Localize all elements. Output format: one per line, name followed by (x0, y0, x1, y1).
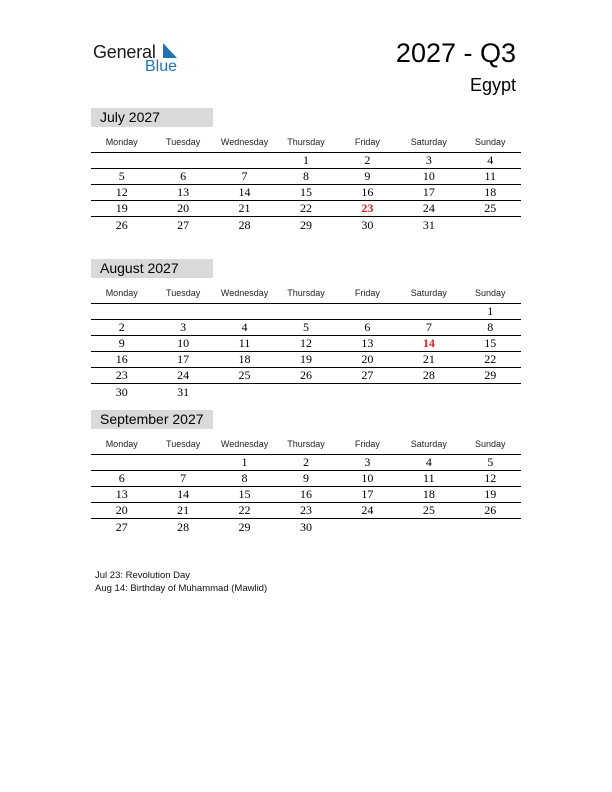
day-cell: 22 (238, 503, 251, 517)
week-row (91, 368, 521, 384)
day-cell: 26 (115, 218, 128, 232)
day-cell: 23 (115, 368, 128, 382)
day-cell: 18 (422, 487, 435, 501)
month-label: July 2027 (91, 108, 213, 127)
day-cell: 28 (177, 520, 190, 534)
weekday-label: Sunday (474, 438, 506, 449)
day-cell: 30 (361, 218, 374, 232)
day-cell: 17 (177, 352, 190, 366)
day-cell: 4 (241, 320, 248, 334)
day-cell: 3 (425, 153, 432, 167)
day-cell: 3 (180, 320, 187, 334)
day-cell: 6 (364, 320, 371, 334)
weekday-label: Thursday (287, 438, 325, 449)
weekday-label: Monday (105, 287, 138, 298)
day-cell: 28 (238, 218, 251, 232)
weekday-label: Friday (354, 136, 380, 147)
week-row (91, 169, 521, 185)
week-row (91, 384, 521, 400)
day-cell: 15 (238, 487, 251, 501)
month-block-july (91, 108, 521, 233)
week-row (91, 471, 521, 487)
day-cell: 27 (361, 368, 374, 382)
weekday-label: Wednesday (220, 287, 269, 298)
day-cell: 14 (177, 487, 190, 501)
weekday-label: Friday (354, 438, 380, 449)
day-cell: 21 (238, 201, 251, 215)
day-cell: 21 (422, 352, 435, 366)
day-cell: 11 (484, 169, 497, 183)
week-row (91, 487, 521, 503)
logo-text-general: General (93, 42, 156, 62)
day-cell: 21 (177, 503, 190, 517)
day-cell: 24 (177, 368, 190, 382)
day-cell: 13 (177, 185, 190, 199)
day-cell: 10 (177, 336, 190, 350)
day-cell: 15 (299, 185, 312, 199)
weekday-label: Wednesday (220, 438, 269, 449)
day-cell: 12 (484, 471, 497, 485)
day-cell: 20 (361, 352, 374, 366)
day-cell: 10 (422, 169, 435, 183)
day-cell: 2 (118, 320, 125, 334)
day-cell: 9 (118, 336, 125, 350)
day-cell: 20 (115, 503, 128, 517)
day-cell: 24 (422, 201, 435, 215)
day-cell: 12 (115, 185, 128, 199)
day-cell: 1 (241, 455, 248, 469)
day-cell: 28 (422, 368, 435, 382)
day-cell: 6 (118, 471, 125, 485)
page-title: 2027 - Q3 (395, 38, 516, 68)
day-cell: 29 (484, 368, 497, 382)
day-cell: 10 (361, 471, 374, 485)
month-block-september (91, 410, 521, 535)
weekday-label: Thursday (287, 287, 325, 298)
week-row (91, 217, 521, 233)
weekday-label: Thursday (287, 136, 325, 147)
day-cell: 7 (425, 320, 432, 334)
day-cell: 4 (425, 455, 432, 469)
weekday-label: Monday (105, 136, 138, 147)
day-cell: 17 (361, 487, 374, 501)
holiday-notes (95, 569, 267, 595)
day-cell: 18 (238, 352, 251, 366)
day-cell: 6 (180, 169, 187, 183)
day-cell: 2 (364, 153, 371, 167)
week-row (91, 352, 521, 368)
week-row (91, 503, 521, 519)
weekday-header-row (91, 282, 521, 304)
day-cell: 5 (118, 169, 125, 183)
holiday-note: Aug 14: Birthday of Muhammad (Mawlid) (95, 583, 268, 594)
day-cell: 31 (177, 385, 190, 399)
day-cell: 13 (361, 336, 374, 350)
day-cell: 20 (177, 201, 190, 215)
week-row (91, 336, 521, 352)
holiday-day-cell: 14 (422, 336, 435, 350)
day-cell: 9 (364, 169, 371, 183)
day-cell: 13 (115, 487, 128, 501)
day-cell: 5 (487, 455, 494, 469)
day-cell: 19 (484, 487, 497, 501)
day-cell: 11 (423, 471, 435, 485)
day-cell: 2 (302, 455, 309, 469)
day-cell: 26 (484, 503, 497, 517)
week-row (91, 320, 521, 336)
day-cell: 25 (422, 503, 435, 517)
day-cell: 27 (177, 218, 190, 232)
day-cell: 1 (487, 304, 494, 318)
day-cell: 8 (241, 471, 248, 485)
day-cell: 1 (302, 153, 309, 167)
day-cell: 7 (180, 471, 187, 485)
day-cell: 31 (422, 218, 435, 232)
day-cell: 25 (484, 201, 497, 215)
logo-text-blue: Blue (145, 58, 178, 75)
weekday-label: Tuesday (166, 287, 201, 298)
day-cell: 7 (241, 169, 248, 183)
weekday-label: Saturday (410, 136, 447, 147)
day-cell: 19 (115, 201, 128, 215)
week-row (91, 304, 521, 320)
day-cell: 17 (422, 185, 435, 199)
day-cell: 24 (361, 503, 374, 517)
weekday-label: Sunday (474, 136, 506, 147)
week-row (91, 185, 521, 201)
day-cell: 29 (299, 218, 312, 232)
day-cell: 4 (487, 153, 494, 167)
generalblue-logo (93, 40, 193, 78)
day-cell: 8 (487, 320, 494, 334)
weekday-label: Wednesday (220, 136, 269, 147)
week-row (91, 519, 521, 535)
holiday-day-cell: 23 (361, 201, 374, 215)
week-row (91, 153, 521, 169)
logo-triangle-icon (163, 43, 177, 58)
day-cell: 30 (115, 385, 128, 399)
day-cell: 16 (361, 185, 374, 199)
day-cell: 11 (238, 336, 251, 350)
weekday-label: Tuesday (166, 136, 201, 147)
weekday-header-row (91, 433, 521, 455)
week-row (91, 455, 521, 471)
month-block-august (91, 259, 521, 400)
day-cell: 8 (302, 169, 309, 183)
day-cell: 3 (364, 455, 371, 469)
day-cell: 26 (299, 368, 312, 382)
day-cell: 16 (299, 487, 312, 501)
weekday-label: Friday (354, 287, 380, 298)
weekday-label: Monday (105, 438, 138, 449)
weekday-label: Saturday (410, 438, 447, 449)
day-cell: 18 (484, 185, 497, 199)
day-cell: 9 (302, 471, 309, 485)
day-cell: 25 (238, 368, 251, 382)
country-name: Egypt (469, 75, 516, 95)
weekday-header-row (91, 131, 521, 153)
day-cell: 30 (299, 520, 312, 534)
day-cell: 22 (299, 201, 312, 215)
day-cell: 27 (115, 520, 128, 534)
weekday-label: Saturday (410, 287, 447, 298)
month-label: August 2027 (91, 259, 213, 278)
day-cell: 16 (115, 352, 128, 366)
day-cell: 5 (302, 320, 309, 334)
holiday-note: Jul 23: Revolution Day (95, 570, 191, 581)
weekday-label: Tuesday (166, 438, 201, 449)
day-cell: 19 (299, 352, 312, 366)
day-cell: 15 (484, 336, 497, 350)
day-cell: 29 (238, 520, 251, 534)
week-row (91, 201, 521, 217)
day-cell: 14 (238, 185, 251, 199)
month-label: September 2027 (91, 410, 213, 429)
day-cell: 12 (299, 336, 312, 350)
day-cell: 22 (484, 352, 497, 366)
day-cell: 23 (299, 503, 312, 517)
weekday-label: Sunday (474, 287, 506, 298)
